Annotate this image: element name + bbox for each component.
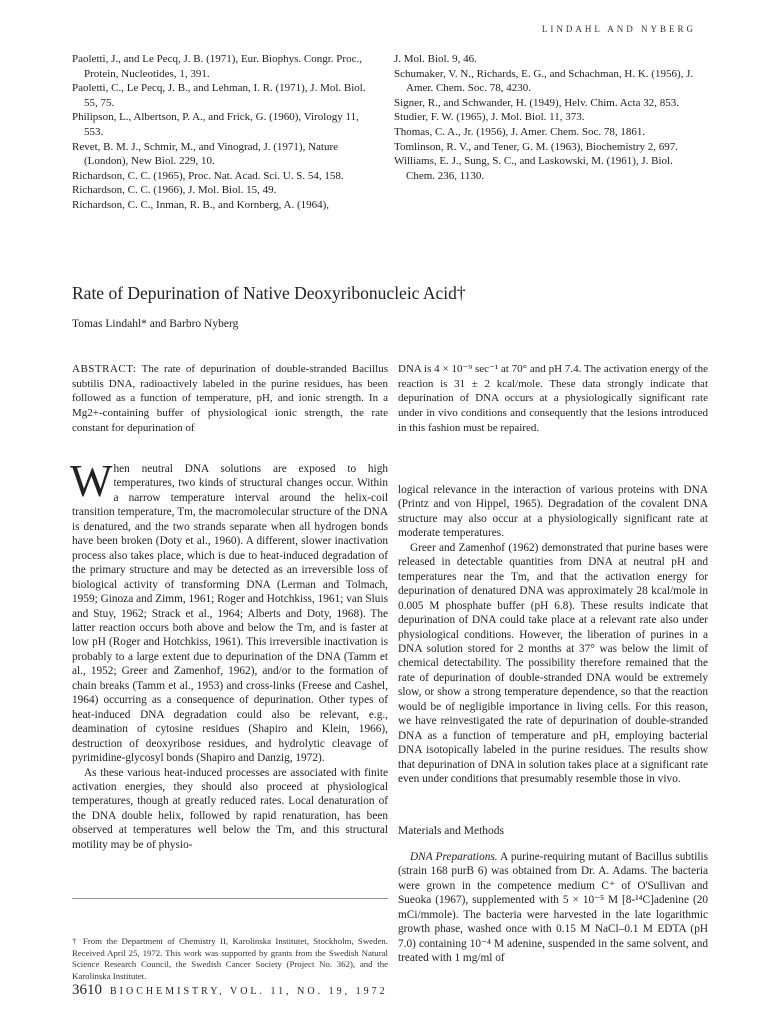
reference-item: Signer, R., and Schwander, H. (1949), Helv. Chim. Acta 32, 853.	[394, 96, 679, 109]
footnote-divider	[72, 898, 388, 899]
body-paragraph: Greer and Zamenhof (1962) demonstrated that purine bases were released in detectable quantities from DNA at neutral pH and temperatures near the Tm, and that the activation energy for depurination of denatured DNA was approximately 28 kcal/mole in 0.005 M phosphate buffer (pH 6.8). These results indicate that depurination of DNA could take place at a relevant rate also under physiological conditions. However, the liberation of purines in a DNA solution stored for 2 months at 37° was below the limit of chemical detectability. The possibility therefore remained that the rate of depurination of double-stranded DNA would be extremely slow, or show a strong temperature dependence, so that the reaction would be of negligible importance in living cells. For this reason, we have reinvestigated the rate of depurination of double-stranded DNA as a function of temperature and pH, employing bacterial DNA isotopically labeled in the purine residues. The results show that depurination of DNA in solution takes place at a significant rate even under conditions that presumably resemble those in vivo.	[398, 541, 708, 786]
methods-text: A purine-requiring mutant of Bacillus subtilis (strain 168 purB 6) was obtained from Dr. A. Adams. The bacteria were grown in the competence medium C⁺ of O'Sullivan and Sueoka (1967), supplemented with 5 × 10⁻⁵ M [8-¹⁴C]adenine (20 mCi/mmole). The bacteria were harvested in the late logarithmic growth phase, washed once with 0.15 M NaCl–0.1 M EDTA (pH 7.0) containing 10⁻⁴ M adenine, suspended in the same solvent, and treated with 1 mg/ml of	[398, 851, 708, 965]
methods-label: DNA Preparations.	[410, 851, 498, 863]
footnote: † From the Department of Chemistry II, Karolinska Institutet, Stockholm, Sweden. Received April 25, 1972. This work was supported by grants from the Swedish Natural Science Research Council, the Swedish Cancer Society (Project No. 362), and the Karolinska Institutet.	[72, 936, 388, 981]
reference-item: Thomas, C. A., Jr. (1956), J. Amer. Chem. Soc. 78, 1861.	[394, 125, 646, 138]
article-authors: Tomas Lindahl* and Barbro Nyberg	[72, 318, 239, 330]
references-right-column	[394, 52, 704, 183]
reference-item: Studier, F. W. (1965), J. Mol. Biol. 11, 373.	[394, 111, 585, 124]
journal-info: BIOCHEMISTRY, VOL. 11, NO. 19, 1972	[110, 986, 388, 997]
drop-cap: W	[70, 456, 113, 506]
reference-item: Revet, B. M. J., Schmir, M., and Vinograd, J. (1971), Nature (London), New Biol. 229, 10.	[72, 140, 339, 168]
body-paragraph: As these various heat-induced processes are associated with finite activation energies, they should also proceed at physiological temperatures, though at greatly reduced rates. Local denaturation of the DNA double helix, followed by rapid renaturation, has been observed at temperatures well below the Tm, and this structural motility may be of physio-	[72, 766, 388, 851]
reference-item: Richardson, C. C. (1965), Proc. Nat. Acad. Sci. U. S. 54, 158.	[72, 169, 344, 182]
section-heading: Materials and Methods	[398, 825, 505, 837]
article-title: Rate of Depurination of Native Deoxyribonucleic Acid†	[72, 283, 466, 303]
reference-item: Richardson, C. C., Inman, R. B., and Kornberg, A. (1964),	[72, 198, 330, 211]
reference-item: Paoletti, C., Le Pecq, J. B., and Lehman, I. R. (1971), J. Mol. Biol. 55, 75.	[72, 82, 366, 109]
reference-item: Richardson, C. C. (1966), J. Mol. Biol. 15, 49.	[72, 184, 277, 197]
reference-item: Tomlinson, R. V., and Tener, G. M. (1963), Biochemistry 2, 697.	[394, 140, 679, 153]
abstract-text-right: DNA is 4 × 10⁻⁹ sec⁻¹ at 70° and pH 7.4. The activation energy of the reaction is 31 ± 2 kcal/mole. These data strongly indicate that depurination of DNA occurs at a physiologically significant rate under in vivo conditions and consequently that the lesions introduced in this fashion must be repaired.	[398, 363, 708, 434]
methods-paragraph	[398, 850, 708, 966]
references-left-column	[72, 52, 372, 213]
reference-item: Philipson, L., Albertson, P. A., and Frick, G. (1960), Virology 11, 553.	[72, 111, 359, 138]
body-paragraph: logical relevance in the interaction of various proteins with DNA (Printz and von Hippel, 1965). Degradation of the covalent DNA structure may also occur at a physiologically significant rate at moderate temperatures.	[398, 484, 708, 540]
body-right-column	[398, 483, 708, 787]
abstract-text-left: The rate of depurination of double-stranded Bacillus subtilis DNA, radioactively labeled in the purine residues, has been followed as a function of temperature, pH, and ionic strength. In a Mg2+-containing buffer of physiological ionic strength, the rate constant for depurination of	[72, 363, 388, 434]
reference-item: Williams, E. J., Sung, S. C., and Laskowski, M. (1961), J. Biol. Chem. 236, 1130.	[394, 155, 673, 182]
methods-column	[398, 850, 708, 966]
reference-item: Schumaker, V. N., Richards, E. G., and Schachman, H. K. (1956), J. Amer. Chem. Soc. 78, 4230.	[394, 67, 694, 95]
body-left-column	[70, 456, 388, 852]
body-text: hen neutral DNA solutions are exposed to high temperatures, two kinds of structural changes occur. Within a narrow temperature interval around the helix-coil transition temperature, Tm, the macromolecular structure of the DNA is denatured, and the two strands separate when all hydrogen bonds have been broken (Doty et al., 1960). A different, slower inactivation process also takes place, which is due to heat-induced degradation of the primary structure and may be detected as an irreversible loss of biological activity of transforming DNA (Lerman and Tolmach, 1959; Ginoza and Zimm, 1961; Roger and Hotchkiss, 1961; van Sluis and Stuy, 1962; Strack et al., 1964; Alberts and Doty, 1968). The latter reaction occurs both above and below the Tm, and is faster at low pH (Roger and Hotchkiss, 1961). This irreversible inactivation is probably to a large extent due to depurination of the DNA (Tamm et al., 1952; Greer and Zamenhof, 1962), and/or to the formation of chain breaks (Tamm et al., 1953) and cross-links (Freese and Cashel, 1964) occurring as a consequence of depurination. Other types of heat-induced DNA degradation could also be relevant, e.g., deamination of cytosine residues (Shapiro and Klein, 1966), destruction of deoxyribose residues, and hydrolytic cleavage of pyrimidine-glycosyl bonds (Shapiro and Danzig, 1972).	[72, 463, 388, 765]
page-number: 3610	[72, 982, 102, 998]
running-head: LINDAHL AND NYBERG	[541, 24, 696, 34]
abstract-label: ABSTRACT:	[72, 363, 137, 375]
body-paragraph	[70, 456, 388, 766]
abstract-right	[398, 362, 708, 436]
reference-item: Paoletti, J., and Le Pecq, J. B. (1971), Eur. Biophys. Congr. Proc., Protein, Nucleotides, 1, 391.	[72, 53, 362, 80]
abstract-left	[72, 362, 388, 436]
page-footer	[72, 982, 388, 999]
reference-item: J. Mol. Biol. 9, 46.	[394, 53, 477, 65]
